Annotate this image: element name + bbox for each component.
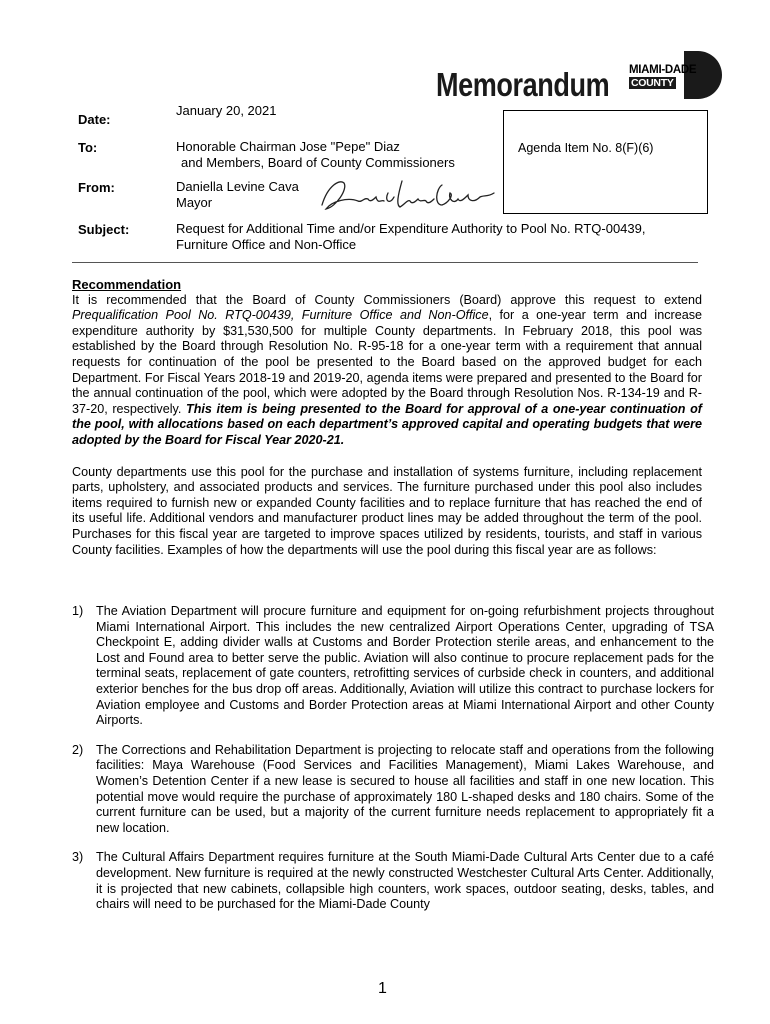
recommendation-paragraph-2: County departments use this pool for the purchase and installation of systems furniture, including replacement parts, upholstery, and associated products and services. The furniture purchased under this pool also includes items required to furnish new or expanded County facilities and to replace furniture that has reached the end of its useful life. Additional vendors and manufacturer product lines may be added throughout the term of the pool. Purchases for this fiscal year are targeted to improve spaces utilized by residents, tourists, and staff in various County facilities. Examples of how the departments will use the pool during this fiscal year are as follows: xyxy=(72,464,702,557)
rec-p1-a: It is recommended that the Board of County Commissioners (Board) approve this request to extend xyxy=(72,292,702,307)
to-label: To: xyxy=(78,140,98,155)
agenda-item-text: Agenda Item No. 8(F)(6) xyxy=(518,141,654,155)
agenda-item-box xyxy=(503,110,708,214)
page-number: 1 xyxy=(378,980,387,997)
from-line-1: Daniella Levine Cava xyxy=(176,179,299,194)
to-line-2: and Members, Board of County Commissioners xyxy=(181,155,455,170)
to-value xyxy=(176,139,455,171)
from-line-2: Mayor xyxy=(176,195,213,210)
date-label: Date: xyxy=(78,112,111,127)
list-item xyxy=(72,850,714,912)
rec-p1-bold-italic: This item is being presented to the Board for approval of a one-year continuation of the pool, with allocations based on each department’s approved capital and operating budgets that were adopted by the Board for Fiscal Year 2020-21. xyxy=(72,401,703,447)
list-item-number: 2) xyxy=(72,742,84,757)
rec-p1-b: , for a one-year term and increase expenditure authority by $31,530,500 for multiple County departments. In February 2018, this pool was established by the Board through Resolution No. R-95-18 for a one-year term with a requirement that annual requests for continuation of the pool be presented to the Board based on the approved budget for each Department. For Fiscal Years 2018-19 and 2019-20, agenda items were prepared and presented to the Board for the annual continuation of the pool, which were adopted by the Board through Resolution Nos. R-134-19 and R-37-20, respectively. xyxy=(72,308,702,416)
list-item-text: The Aviation Department will procure furniture and equipment for on-going refurbishment projects throughout Miami International Airport. This includes the new centralized Airport Operations Center, upgrading of TSA Checkpoint E, adding divider walls at Customs and Border Protection sterile areas, and enhancement to the Lost and Found area to better serve the public. Aviation will also continue to procure replacement pads for the terminal seats, replacement of gate counters, retrofitting services of curbside check in counters, and additional exterior benches for the bus drop off areas. Additionally, Aviation will utilize this contract to purchase lockers for Aviation employee and Customs and Border Protection areas at Miami International Airport and other County Airports. xyxy=(96,604,714,728)
list-item-text: The Corrections and Rehabilitation Department is projecting to relocate staff and operations from the following facilities: Maya Warehouse (Food Services and Facilities Management), Miami Lakes Warehouse, and Women’s Detention Center if a new lease is secured to house all facilities and staff in one new location. This potential move would require the purchase of approximately 180 L-shaped desks and 180 chairs. Some of the current furniture can be used, but a majority of the current furniture needs replacement to appropriately fit a new location. xyxy=(96,742,714,835)
date-value: January 20, 2021 xyxy=(176,103,277,118)
to-line-1: Honorable Chairman Jose "Pepe" Diaz xyxy=(176,139,400,154)
list-item xyxy=(72,604,714,729)
recommendation-section xyxy=(72,277,702,558)
recommendation-paragraph-1 xyxy=(72,293,702,449)
subject-label: Subject: xyxy=(78,222,130,237)
subject-value xyxy=(176,221,645,253)
memo-title: Memorandum xyxy=(436,66,610,103)
logo-line-2: COUNTY xyxy=(631,77,674,89)
list-item-number: 3) xyxy=(72,850,84,865)
list-item-number: 1) xyxy=(72,604,84,618)
rec-p1-italic: Prequalification Pool No. RTQ-00439, Furniture Office and Non-Office xyxy=(72,308,489,323)
from-label: From: xyxy=(78,180,115,195)
county-logo-text xyxy=(629,64,696,89)
recommendation-heading: Recommendation xyxy=(72,277,182,292)
header-divider xyxy=(72,262,698,263)
list-item-text: The Cultural Affairs Department requires furniture at the South Miami-Dade Cultural Arts Center due to a café development. New furniture is required at the newly constructed Westchester Cultural Arts Center. Additionally, it is projected that new cabinets, collapsible high counters, work spaces, outdoor seating, desks, tables, and chairs will need to be purchased for the Miami-Dade County xyxy=(96,850,714,912)
signature-icon xyxy=(318,175,498,217)
subject-line-1: Request for Additional Time and/or Expenditure Authority to Pool No. RTQ-00439, xyxy=(176,221,646,236)
from-value xyxy=(176,179,299,211)
logo-line-1: MIAMI-DADE xyxy=(629,64,697,76)
department-list xyxy=(72,604,714,913)
subject-line-2: Furniture Office and Non-Office xyxy=(176,237,357,252)
list-item xyxy=(72,743,714,837)
